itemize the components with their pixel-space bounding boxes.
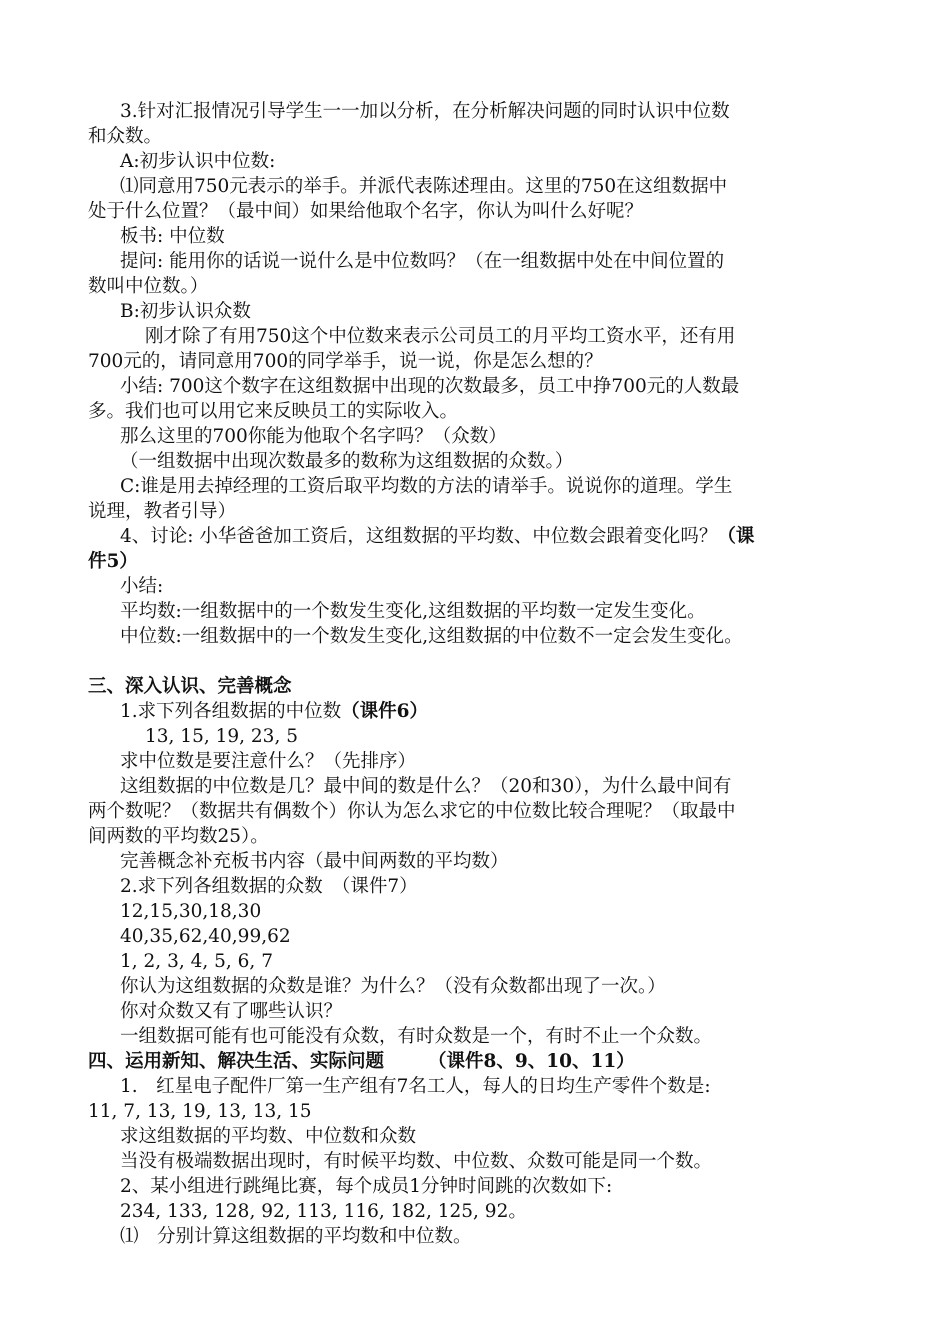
text-line: ⑴同意用750元表示的举手。并派代表陈述理由。这里的750在这组数据中 [120,176,728,197]
text-line: 13, 15, 19, 23, 5 [145,726,298,747]
text-line: 234, 133, 128, 92, 113, 116, 182, 125, 92。 [120,1201,527,1222]
text-line: 小结: 700这个数字在这组数据中出现的次数最多，员工中挣700元的人数最 [120,376,740,397]
text-line: （一组数据中出现次数最多的数称为这组数据的众数。） [120,451,574,472]
section-heading: 三、深入认识、完善概念 [88,676,292,697]
text-line: 3.针对汇报情况引导学生一一加以分析，在分析解决问题的同时认识中位数 [120,101,730,122]
text-line: 提问: 能用你的话说一说什么是中位数吗？（在一组数据中处在中间位置的 [120,251,725,272]
text-line: 这组数据的中位数是几？最中间的数是什么？（20和30），为什么最中间有 [120,776,732,797]
text-line: 板书: 中位数 [120,226,225,247]
text-line: C:谁是用去掉经理的工资后取平均数的方法的请举手。说说你的道理。学生 [120,476,733,497]
text-line: 一组数据可能有也可能没有众数，有时众数是一个，有时不止一个众数。 [120,1026,713,1047]
text-line: 平均数:一组数据中的一个数发生变化,这组数据的平均数一定发生变化。 [120,601,706,622]
text-line: 2、某小组进行跳绳比赛，每个成员1分钟时间跳的次数如下: [120,1176,613,1197]
text-line: 中位数:一组数据中的一个数发生变化,这组数据的中位数不一定会发生变化。 [120,626,743,647]
courseware-ref: （课件6） [341,701,429,722]
text-line: 完善概念补充板书内容（最中间两数的平均数） [120,851,509,872]
section-heading [88,1050,635,1074]
text-line: 11, 7, 13, 19, 13, 13, 15 [88,1101,312,1122]
text-line: 1, 2, 3, 4, 5, 6, 7 [120,951,273,972]
text-line: 700元的，请同意用700的同学举手，说一说，你是怎么想的？ [88,351,603,372]
text-line [120,525,754,549]
text-line: 和众数。 [88,126,163,147]
text-line: ⑴ 分别计算这组数据的平均数和中位数。 [120,1226,472,1247]
text-line: 小结: [120,576,164,597]
text-line: 你对众数又有了哪些认识？ [120,1001,343,1022]
text-line: 求中位数是要注意什么？（先排序） [120,751,417,772]
text-run: 4、讨论: 小华爸爸加工资后，这组数据的平均数、中位数会跟着变化吗？ [120,526,718,547]
text-line: 多。我们也可以用它来反映员工的实际收入。 [88,401,459,422]
section-heading-text: 四、运用新知、解决生活、实际问题 [88,1051,385,1072]
text-line: 说理，教者引导） [88,501,237,522]
text-line: 2.求下列各组数据的众数 （课件7） [120,876,418,897]
text-line: A:初步认识中位数: [120,151,276,172]
text-line: 两个数呢？（数据共有偶数个）你认为怎么求它的中位数比较合理呢？（取最中 [88,801,736,822]
text-line: 40,35,62,40,99,62 [120,926,291,947]
text-line: 那么这里的700你能为他取个名字吗？（众数） [120,426,507,447]
text-run: 1.求下列各组数据的中位数 [120,701,342,722]
text-line: 数叫中位数。） [88,276,209,297]
text-line: 12,15,30,18,30 [120,901,262,922]
courseware-ref: （课件8、9、10、11） [428,1051,635,1072]
text-line: 处于什么位置？（最中间）如果给他取个名字，你认为叫什么好呢？ [88,201,644,222]
text-line [120,700,428,724]
text-line: 间两数的平均数25）。 [88,826,269,847]
text-line: 1. 红星电子配件厂第一生产组有7名工人，每人的日均生产零件个数是: [120,1076,711,1097]
text-line: 刚才除了有用750这个中位数来表示公司员工的月平均工资水平，还有用 [145,326,736,347]
courseware-ref: 件5） [88,551,138,572]
text-line: 你认为这组数据的众数是谁？为什么？（没有众数都出现了一次。） [120,976,666,997]
text-line: 求这组数据的平均数、中位数和众数 [120,1126,417,1147]
text-line: 当没有极端数据出现时，有时候平均数、中位数、众数可能是同一个数。 [120,1151,713,1172]
courseware-ref: （课 [717,526,755,547]
text-line: B:初步认识众数 [120,301,251,322]
